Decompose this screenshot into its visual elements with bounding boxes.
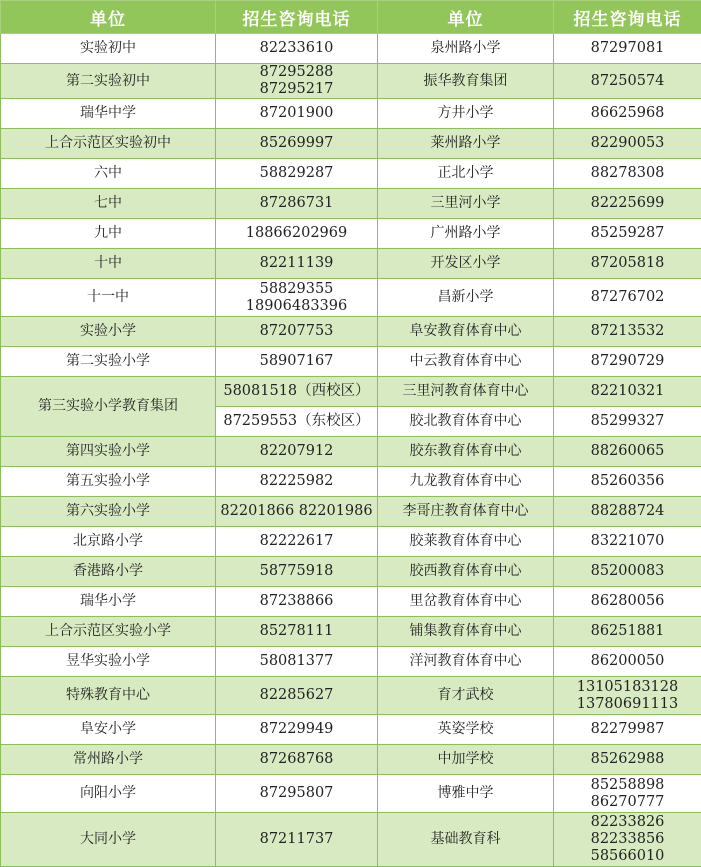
phone-cell-left: [216, 467, 378, 497]
phone-cell-left: [216, 249, 378, 279]
phone-number: 82225699: [554, 195, 701, 212]
table-row: [1, 745, 701, 775]
phone-cell-left: [216, 347, 378, 377]
unit-name-right: 李哥庄教育体育中心: [378, 497, 554, 527]
header-phone-right: 招生咨询电话: [554, 1, 701, 34]
unit-name-right: 里岔教育体育中心: [378, 587, 554, 617]
phone-number: 58829287: [216, 165, 377, 182]
phone-number: 88288724: [554, 503, 701, 520]
unit-name-left: 第五实验小学: [1, 467, 216, 497]
phone-number: 58829355: [216, 281, 377, 298]
phone-cell-left: [216, 647, 378, 677]
phone-cell-right: [554, 317, 701, 347]
phone-cell-left: [216, 317, 378, 347]
table-row: [1, 677, 701, 715]
phone-cell-right: [554, 407, 701, 437]
phone-cell-right: [554, 617, 701, 647]
phone-number: 13105183128: [554, 679, 701, 696]
phone-number: 82233826: [554, 814, 701, 831]
table-row: [1, 189, 701, 219]
unit-name-right: 正北小学: [378, 159, 554, 189]
table-row: [1, 527, 701, 557]
table-row: [1, 219, 701, 249]
unit-name-left: 第二实验初中: [1, 64, 216, 99]
unit-name-right: 莱州路小学: [378, 129, 554, 159]
phone-cell-left: [216, 497, 378, 527]
header-row: [1, 1, 701, 34]
phone-number: 87295807: [216, 785, 377, 802]
unit-name-left: 阜安小学: [1, 715, 216, 745]
unit-name-left: 香港路小学: [1, 557, 216, 587]
table-row: [1, 647, 701, 677]
table-body: [1, 34, 701, 867]
table-row: [1, 437, 701, 467]
unit-name-left: 北京路小学: [1, 527, 216, 557]
phone-cell-right: [554, 557, 701, 587]
phone-cell-right: [554, 647, 701, 677]
phone-cell-right: [554, 377, 701, 407]
phone-number: 82210321: [554, 383, 701, 400]
unit-name-left: 特殊教育中心: [1, 677, 216, 715]
unit-name-right: 英姿学校: [378, 715, 554, 745]
phone-number: 87238866: [216, 593, 377, 610]
table-row: [1, 587, 701, 617]
phone-cell-left: [216, 677, 378, 715]
phone-cell-right: [554, 34, 701, 64]
phone-cell-left: [216, 407, 378, 437]
phone-cell-right: [554, 677, 701, 715]
phone-cell-right: [554, 467, 701, 497]
unit-name-left: 实验初中: [1, 34, 216, 64]
phone-number: 82201866 82201986: [216, 503, 377, 520]
phone-cell-left: [216, 377, 378, 407]
phone-number: 58566010: [554, 848, 701, 865]
phone-number: 82222617: [216, 533, 377, 550]
unit-name-right: 中云教育体育中心: [378, 347, 554, 377]
phone-number: 87259553（东校区）: [216, 413, 377, 430]
table-row: [1, 497, 701, 527]
unit-name-right: 广州路小学: [378, 219, 554, 249]
unit-name-right: 铺集教育体育中心: [378, 617, 554, 647]
phone-cell-right: [554, 813, 701, 867]
table-row: [1, 377, 701, 407]
phone-number: 85258898: [554, 777, 701, 794]
unit-name-left: 瑞华中学: [1, 99, 216, 129]
phone-number: 87268768: [216, 751, 377, 768]
header-phone-left: 招生咨询电话: [216, 1, 378, 34]
unit-name-left: 瑞华小学: [1, 587, 216, 617]
phone-cell-left: [216, 189, 378, 219]
phone-cell-left: [216, 129, 378, 159]
unit-name-right: 开发区小学: [378, 249, 554, 279]
phone-cell-left: [216, 527, 378, 557]
phone-cell-right: [554, 64, 701, 99]
phone-number: 58907167: [216, 353, 377, 370]
phone-cell-right: [554, 249, 701, 279]
phone-number: 87213532: [554, 323, 701, 340]
phone-cell-right: [554, 129, 701, 159]
phone-cell-left: [216, 557, 378, 587]
phone-number: 87207753: [216, 323, 377, 340]
phone-cell-right: [554, 159, 701, 189]
phone-cell-left: [216, 617, 378, 647]
phone-number: 13780691113: [554, 696, 701, 713]
phone-cell-left: [216, 715, 378, 745]
phone-number: 82279987: [554, 721, 701, 738]
phone-cell-left: [216, 99, 378, 129]
phone-number: 85259287: [554, 225, 701, 242]
unit-name-right: 胶东教育体育中心: [378, 437, 554, 467]
unit-name-right: 胶西教育体育中心: [378, 557, 554, 587]
table-row: [1, 34, 701, 64]
phone-number: 85269997: [216, 135, 377, 152]
unit-name-right: 三里河教育体育中心: [378, 377, 554, 407]
table-row: [1, 249, 701, 279]
unit-name-left: 昱华实验小学: [1, 647, 216, 677]
table-row: [1, 617, 701, 647]
phone-number: 85200083: [554, 563, 701, 580]
unit-name-left: 向阳小学: [1, 775, 216, 813]
phone-number: 58081377: [216, 653, 377, 670]
phone-number: 87295217: [216, 81, 377, 98]
header-unit-right: 单位: [378, 1, 554, 34]
unit-name-left: 大同小学: [1, 813, 216, 867]
unit-name-right: 昌新小学: [378, 279, 554, 317]
phone-number: 86251881: [554, 623, 701, 640]
phone-number: 86625968: [554, 105, 701, 122]
unit-name-left: 常州路小学: [1, 745, 216, 775]
unit-name-left: 第六实验小学: [1, 497, 216, 527]
table-row: [1, 317, 701, 347]
phone-number: 87250574: [554, 73, 701, 90]
phone-number: 87201900: [216, 105, 377, 122]
unit-name-right: 方井小学: [378, 99, 554, 129]
phone-number: 82207912: [216, 443, 377, 460]
phone-cell-right: [554, 189, 701, 219]
phone-number: 82290053: [554, 135, 701, 152]
phone-cell-right: [554, 437, 701, 467]
phone-number: 87297081: [554, 40, 701, 57]
table-row: [1, 557, 701, 587]
phone-cell-left: [216, 813, 378, 867]
unit-name-right: 胶北教育体育中心: [378, 407, 554, 437]
phone-cell-right: [554, 587, 701, 617]
phone-number: 86200050: [554, 653, 701, 670]
table-row: [1, 99, 701, 129]
unit-name-right: 振华教育集团: [378, 64, 554, 99]
phone-cell-left: [216, 587, 378, 617]
unit-name-left: 实验小学: [1, 317, 216, 347]
table-row: [1, 64, 701, 99]
phone-number: 87229949: [216, 721, 377, 738]
unit-name-right: 泉州路小学: [378, 34, 554, 64]
phone-cell-left: [216, 64, 378, 99]
unit-name-left: 上合示范区实验小学: [1, 617, 216, 647]
unit-name-right: 阜安教育体育中心: [378, 317, 554, 347]
unit-name-left: 六中: [1, 159, 216, 189]
phone-number: 86270777: [554, 794, 701, 811]
phone-number: 18906483396: [216, 298, 377, 315]
table-row: [1, 129, 701, 159]
unit-name-right: 胶莱教育体育中心: [378, 527, 554, 557]
table-row: [1, 775, 701, 813]
header-unit-left: 单位: [1, 1, 216, 34]
phone-cell-right: [554, 745, 701, 775]
unit-name-left: 上合示范区实验初中: [1, 129, 216, 159]
phone-cell-right: [554, 497, 701, 527]
phone-cell-right: [554, 715, 701, 745]
phone-number: 87295288: [216, 64, 377, 81]
unit-name-left: 七中: [1, 189, 216, 219]
table-row: [1, 159, 701, 189]
unit-name-right: 三里河小学: [378, 189, 554, 219]
unit-name-left: 第三实验小学教育集团: [1, 377, 216, 437]
phone-number: 87205818: [554, 255, 701, 272]
phone-number: 85262988: [554, 751, 701, 768]
phone-cell-right: [554, 99, 701, 129]
phone-cell-left: [216, 159, 378, 189]
unit-name-left: 九中: [1, 219, 216, 249]
phone-number: 88260065: [554, 443, 701, 460]
phone-cell-right: [554, 775, 701, 813]
phone-number: 87286731: [216, 195, 377, 212]
phone-number: 82285627: [216, 687, 377, 704]
unit-name-right: 育才武校: [378, 677, 554, 715]
unit-name-left: 第四实验小学: [1, 437, 216, 467]
phone-number: 86280056: [554, 593, 701, 610]
phone-cell-left: [216, 279, 378, 317]
unit-name-right: 洋河教育体育中心: [378, 647, 554, 677]
table-row: [1, 467, 701, 497]
table-row: [1, 279, 701, 317]
unit-name-left: 十一中: [1, 279, 216, 317]
phone-number: 82225982: [216, 473, 377, 490]
phone-number: 82233856: [554, 831, 701, 848]
phone-number: 88278308: [554, 165, 701, 182]
unit-name-right: 基础教育科: [378, 813, 554, 867]
phone-cell-right: [554, 279, 701, 317]
unit-name-left: 第二实验小学: [1, 347, 216, 377]
phone-number: 18866202969: [216, 225, 377, 242]
table-row: [1, 347, 701, 377]
phone-number: 82211139: [216, 255, 377, 272]
phone-cell-left: [216, 775, 378, 813]
phone-number: 82233610: [216, 40, 377, 57]
phone-number: 83221070: [554, 533, 701, 550]
phone-number: 58775918: [216, 563, 377, 580]
phone-cell-right: [554, 527, 701, 557]
phone-cell-left: [216, 745, 378, 775]
unit-name-right: 中加学校: [378, 745, 554, 775]
table-row: [1, 813, 701, 867]
table-row: [1, 715, 701, 745]
phone-cell-left: [216, 219, 378, 249]
unit-name-right: 九龙教育体育中心: [378, 467, 554, 497]
phone-cell-left: [216, 437, 378, 467]
phone-cell-right: [554, 219, 701, 249]
phone-cell-left: [216, 34, 378, 64]
phone-number: 87211737: [216, 831, 377, 848]
phone-cell-right: [554, 347, 701, 377]
phone-number: 85260356: [554, 473, 701, 490]
phone-number: 58081518（西校区）: [216, 383, 377, 400]
phone-number: 85278111: [216, 623, 377, 640]
unit-name-right: 博雅中学: [378, 775, 554, 813]
phone-number: 85299327: [554, 413, 701, 430]
unit-name-left: 十中: [1, 249, 216, 279]
phone-number: 87290729: [554, 353, 701, 370]
phone-number: 87276702: [554, 289, 701, 306]
